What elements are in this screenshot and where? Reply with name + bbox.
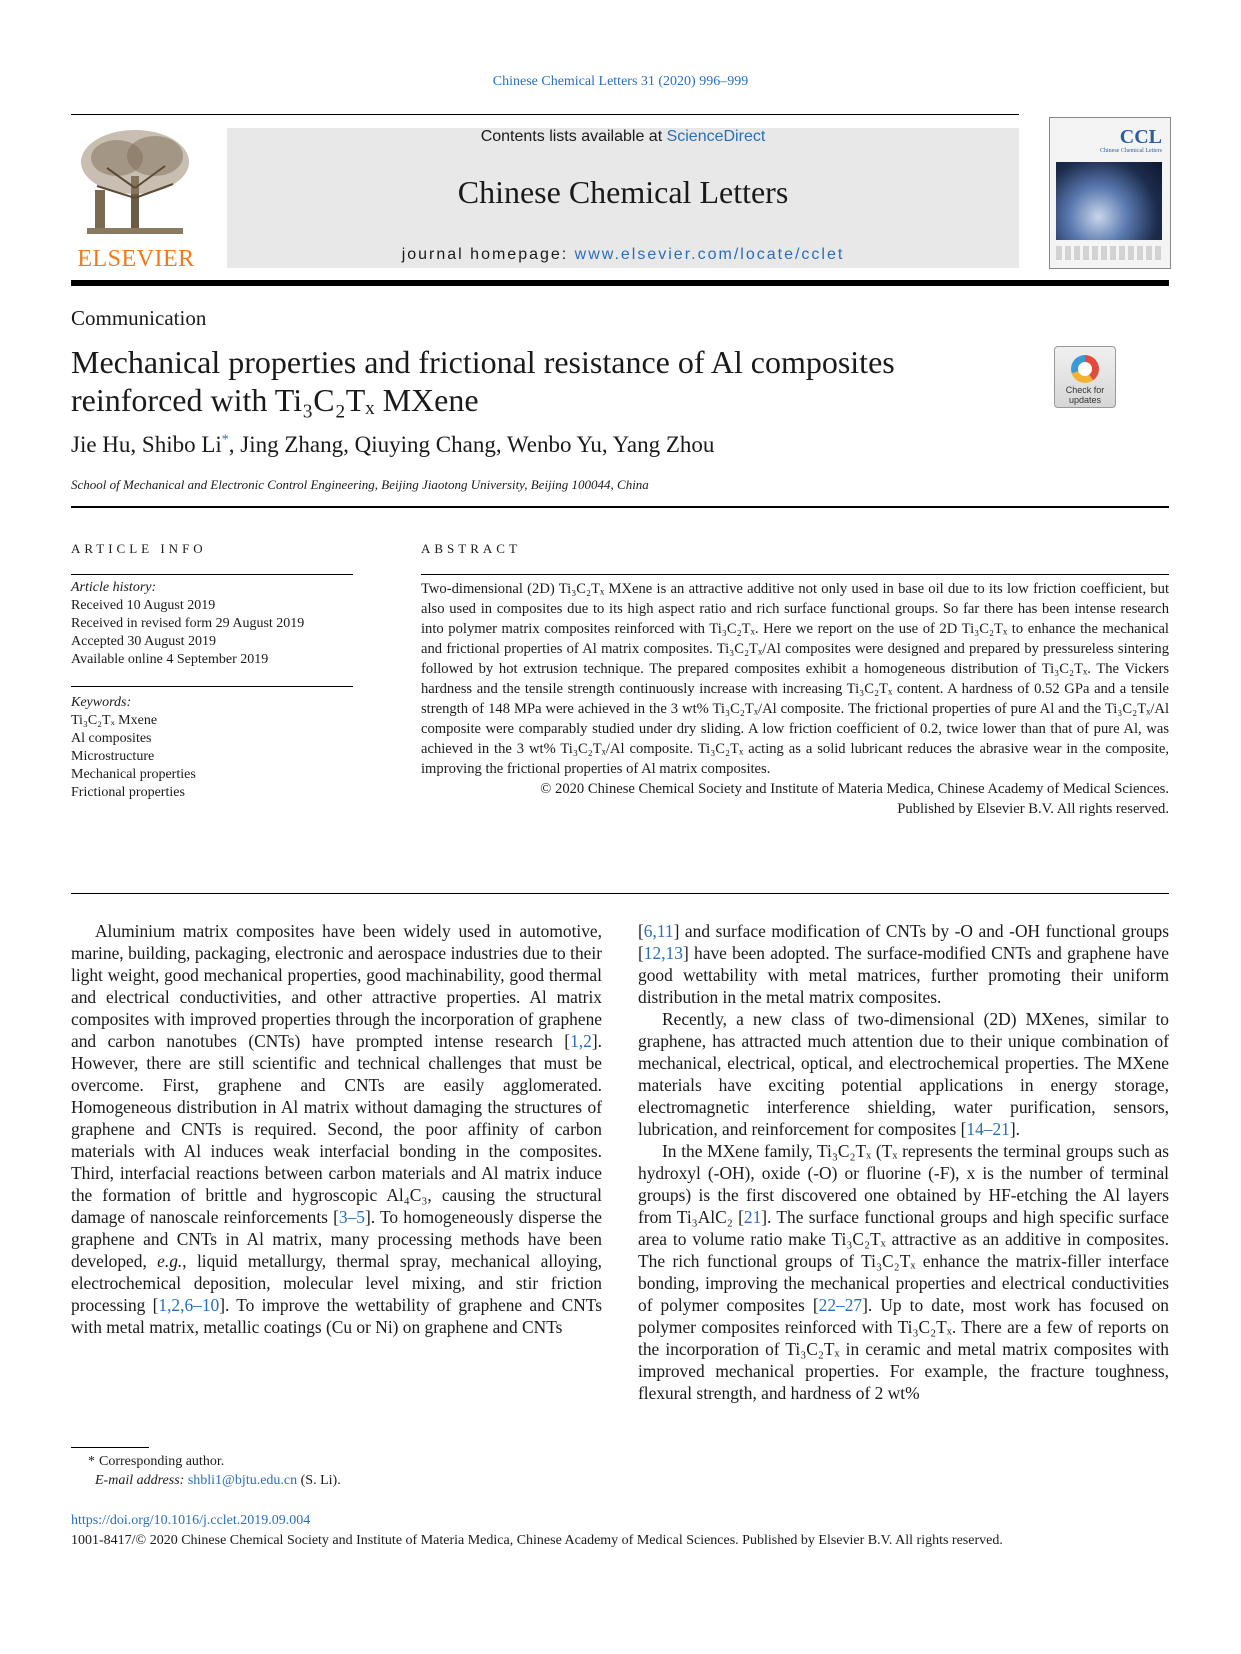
header-top-rule (71, 114, 1019, 115)
affiliation-rule (71, 506, 1169, 508)
doi-link[interactable]: https://doi.org/10.1016/j.cclet.2019.09.004 (71, 1513, 311, 1528)
body-text: [ (638, 921, 644, 941)
body-text: ]. To improve the wettability of graphene and CNTs with metal matrix, metallic coatings (Cu or Ni) on graphene and CNTs (71, 1295, 602, 1337)
homepage-prefix: journal homepage: (401, 246, 575, 263)
article-title (71, 343, 991, 419)
journal-homepage (227, 246, 1019, 264)
body-text: , liquid metallurgy, thermal spray, mechanical alloying, electrochemical deposition, molecular level mixing, and stir friction processing [ (71, 1251, 602, 1315)
footnote-mark: * (88, 1454, 95, 1469)
history-item: Accepted 30 August 2019 (71, 634, 217, 649)
elsevier-tree-icon (77, 128, 193, 236)
corresponding-author-mark[interactable]: * (221, 432, 229, 448)
title-line-2: reinforced with Ti₃C₂Tₓ MXene (71, 382, 479, 418)
citation-link[interactable]: 3–5 (338, 1207, 365, 1227)
journal-reference[interactable]: Chinese Chemical Letters 31 (2020) 996–999 (492, 74, 749, 89)
journal-homepage-link[interactable]: www.elsevier.com/locate/cclet (574, 246, 845, 263)
check-updates-label: Check for updates (1065, 385, 1105, 405)
sciencedirect-link[interactable]: ScienceDirect (666, 128, 766, 145)
article-info-heading: ARTICLE INFO (71, 541, 207, 556)
history-item: Available online 4 September 2019 (71, 652, 269, 667)
citation-link[interactable]: 21 (743, 1207, 762, 1227)
keyword-item: Microstructure (71, 749, 155, 764)
history-item: Received 10 August 2019 (71, 598, 216, 613)
footnote-corresponding: Corresponding author. (99, 1454, 225, 1469)
body-text-italic: e.g. (157, 1251, 183, 1271)
history-item: Received in revised form 29 August 2019 (71, 616, 305, 631)
keyword-item: Mechanical properties (71, 767, 196, 782)
body-text: ]. However, there are still scientific and technical challenges that must be overcome. First, graphene and CNTs are easily agglomerated. Homogeneous distribution in Al matrix without damaging the structures of graphene and CNTs is required. Second, the poor affinity of carbon materials with Al induces weak interfacial bonding in the composites. Third, interfacial reactions between carbon materials and Al matrix induce the formation of brittle and hygroscopic Al₄C₃, causing the structural damage of nanoscale reinforcements [ (71, 1031, 602, 1227)
body-text: ]. To homogeneously disperse the graphene and CNTs in Al matrix, many processing methods have been developed, (71, 1207, 602, 1271)
body-paragraph (638, 920, 1169, 1008)
footnote-rule (71, 1447, 149, 1448)
crossmark-icon (1071, 355, 1099, 383)
abstract-copyright-2: Published by Elsevier B.V. All rights reserved. (897, 801, 1169, 817)
body-text: Recently, a new class of two-dimensional (2D) MXenes, similar to graphene, has attracted much attention due to their unique combination of mechanical, electrical, optical, and electrochemical properties. The MXene materials have exciting potential applications in energy storage, electromagnetic interference shielding, water purification, sensors, lubrication, and reinforcement for composites [ (638, 1009, 1169, 1139)
keywords-rule (71, 686, 353, 687)
affiliation: School of Mechanical and Electronic Control Engineering, Beijing Jiaotong University, Beijing 100044, China (71, 477, 649, 492)
issn-copyright-line: 1001-8417/© 2020 Chinese Chemical Society and Institute of Materia Medica, Chinese Academy of Medical Sciences. Published by Elsevier B.V. All rights reserved. (71, 1533, 1003, 1548)
body-rule (71, 893, 1169, 894)
citation-link[interactable]: 22–27 (818, 1295, 863, 1315)
body-text: ] have been adopted. The surface-modified CNTs and graphene have good wettability with metal matrices, further promoting their uniform distribution in the metal matrix composites. (638, 943, 1169, 1007)
email-suffix: (S. Li). (297, 1473, 341, 1488)
author-list (71, 432, 714, 458)
corresponding-author-footnote (71, 1452, 341, 1490)
citation-link[interactable]: 1,2,6–10 (158, 1295, 220, 1315)
body-text: ] and surface modification of CNTs by -O and -OH functional groups [ (638, 921, 1169, 963)
body-right-column (638, 920, 1169, 1404)
article-history (71, 579, 304, 669)
keywords (71, 694, 196, 802)
body-text: ]. The surface functional groups and high specific surface area to volume ratio make Ti₃C₂Tₓ attractive as an additive in composites. The rich functional groups of Ti₃C₂Tₓ enhance the matrix-filler interface bonding, improving the mechanical properties and electrical conductivities of polymer composites [ (638, 1207, 1169, 1315)
elsevier-wordmark: ELSEVIER (77, 246, 195, 272)
body-paragraph (71, 920, 602, 1338)
abstract-text: Two-dimensional (2D) Ti₃C₂Tₓ MXene is an attractive additive not only used in base oil due to its low friction coefficient, but also used in composites due to its high aspect ratio and rich surface functional groups. So far there has been intense research into polymer matrix composites reinforced with Ti₃C₂Tₓ. Here we report on the use of 2D Ti₃C₂Tₓ to enhance the mechanical and frictional properties of Al matrix composites. Ti₃C₂Tₓ/Al composites were designed and prepared by pressureless sintering followed by hot extrusion technique. The prepared composites exhibit a homogeneous distribution of Ti₃C₂Tₓ. The Vickers hardness and the tensile strength continuously increase with increasing Ti₃C₂Tₓ content. A hardness of 0.52 GPa and a tensile strength of 148 MPa were achieved in the 3 wt% Ti₃C₂Tₓ/Al composite. The frictional properties of pure Al and the Ti₃C₂Tₓ/Al composite were comparably studied under dry sliding. A low friction coefficient of 0.2, twice lower than that of pure Al, was achieved in the 3 wt% Ti₃C₂Tₓ/Al composite. Ti₃C₂Tₓ acting as a solid lubricant reduces the abrasive wear in the composite, improving the frictional properties of Al matrix composites. (421, 581, 1169, 777)
email-label: E-mail address: (95, 1473, 188, 1488)
article-type: Communication (71, 306, 207, 330)
cover-footer-strip (1056, 246, 1162, 260)
body-paragraph (638, 1008, 1169, 1140)
citation-link[interactable]: 12,13 (643, 943, 683, 963)
cover-image (1056, 162, 1162, 240)
citation-link[interactable]: 14–21 (966, 1119, 1010, 1139)
abstract (421, 579, 1169, 819)
body-text: ]. Up to date, most work has focused on polymer composites reinforced with Ti₃C₂Tₓ. There are a few of reports on the incorporation of Ti₃C₂Tₓ in ceramic and metal matrix composites with improved mechanical properties. For example, the fracture toughness, flexural strength, and hardness of 2 wt% (638, 1295, 1169, 1403)
header-thick-rule (71, 280, 1169, 286)
citation-link[interactable]: 1,2 (570, 1031, 592, 1051)
body-text: In the MXene family, Ti₃C₂Tₓ (Tₓ represents the terminal groups such as hydroxyl (-OH), oxide (-O) or fluorine (-F), x is the number of terminal groups) is the first discovered one obtained by HF-etching the Al layers from Ti₃AlC₂ [ (638, 1141, 1169, 1227)
body-text: Aluminium matrix composites have been widely used in automotive, marine, building, packaging, electronic and aerospace industries due to their light weight, good mechanical properties, good machinability, good thermal and electrical conductivities, and other attractive properties. Al matrix composites with improved properties through the incorporation of graphene and carbon nanotubes (CNTs) have prompted intense research [ (71, 921, 602, 1051)
keyword-item: Al composites (71, 731, 152, 746)
cover-title: CCL (1119, 126, 1162, 148)
body-left-column (71, 920, 602, 1338)
abstract-copyright-1: © 2020 Chinese Chemical Society and Institute of Materia Medica, Chinese Academy of Medical Sciences. (540, 781, 1169, 797)
keywords-label: Keywords: (71, 695, 132, 710)
title-line-1: Mechanical properties and frictional resistance of Al composites (71, 344, 895, 380)
body-text: ]. (1009, 1119, 1021, 1139)
abstract-rule (421, 574, 1169, 575)
author-email-link[interactable]: shbli1@bjtu.edu.cn (187, 1473, 298, 1488)
authors-rest: , Jing Zhang, Qiuying Chang, Wenbo Yu, Yang Zhou (228, 432, 715, 457)
cover-subtitle: Chinese Chemical Letters (1100, 148, 1162, 154)
article-info-rule (71, 574, 353, 575)
journal-name: Chinese Chemical Letters (457, 174, 789, 210)
body-paragraph (638, 1140, 1169, 1404)
check-for-updates-button[interactable] (1054, 346, 1116, 408)
keyword-item: Ti₃C₂Tₓ Mxene (71, 713, 158, 728)
journal-masthead (227, 128, 1019, 268)
elsevier-logo[interactable] (71, 128, 201, 272)
contents-availability (227, 128, 1019, 146)
history-label: Article history: (71, 580, 157, 595)
keyword-item: Frictional properties (71, 785, 185, 800)
journal-cover-thumbnail[interactable] (1049, 117, 1171, 269)
abstract-heading: ABSTRACT (421, 541, 521, 556)
authors-first: Jie Hu, Shibo Li (71, 432, 222, 457)
contents-prefix: Contents lists available at (480, 128, 667, 145)
citation-link[interactable]: 6,11 (643, 921, 674, 941)
